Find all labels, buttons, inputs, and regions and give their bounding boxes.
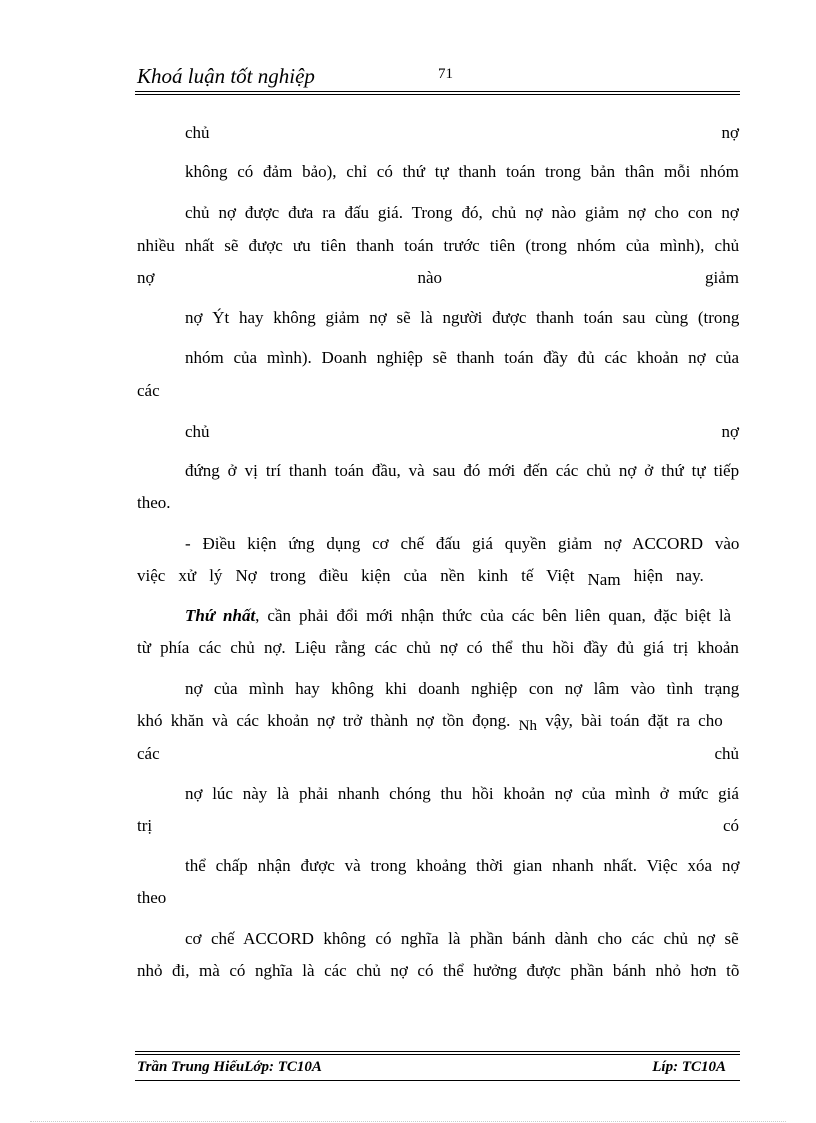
body-line-19: nợ lúc này là phải nhanh chóng thu hồi khoản nợ của mình ở mức giá: [185, 784, 739, 803]
body-line-12: - Điều kiện ứng dụng cơ chế đấu giá quyền giảm nợ ACCORD vào: [185, 534, 740, 553]
body-line-2: không có đảm bảo), chỉ có thứ tự thanh toán trong bản thân mỗi nhóm: [185, 162, 739, 181]
word: nào: [417, 268, 443, 287]
body-line-13: [137, 565, 704, 587]
body-line-10: đứng ở vị trí thanh toán đầu, và sau đó mới đến các chủ nợ ở thứ tự tiếp: [185, 461, 740, 480]
text-part: khó khăn và các khoản nợ trở thành nợ tồn đọng.: [137, 711, 511, 730]
text-part: Nh: [518, 718, 537, 734]
body-line-14: [185, 605, 731, 627]
body-line-18: [137, 743, 739, 765]
text-part: hiện nay.: [633, 566, 704, 585]
footer-author: Trần Trung HiếuLớp: TC10A: [137, 1059, 322, 1075]
body-line-9: [185, 421, 739, 443]
emphasis: Thứ nhất: [185, 606, 256, 625]
body-line-5: [137, 267, 739, 289]
body-line-6: nợ Ýt hay không giảm nợ sẽ là người được thanh toán sau cùng (trong: [185, 308, 740, 327]
text-part: vậy, bài toán đặt ra cho: [545, 711, 723, 730]
body-line-17: [137, 710, 723, 733]
header-title: Khoá luận tốt nghiệp: [137, 64, 315, 88]
body-line-23: cơ chế ACCORD không có nghĩa là phần bánh dành cho các chủ nợ sẽ: [185, 929, 739, 948]
word: trị: [137, 816, 153, 835]
footer-rule-bottom: [135, 1054, 740, 1055]
text-part: , cần phải đổi mới nhận thức của các bên liên quan, đặc biệt là: [255, 606, 732, 625]
body-line-1: [185, 122, 739, 144]
word: các: [137, 744, 160, 763]
footer-class: Líp: TC10A: [652, 1059, 726, 1075]
body-line-8: các: [137, 381, 160, 400]
page-edge: [30, 1121, 786, 1122]
header-rule-bottom: [135, 94, 740, 95]
footer-rule-lower: [135, 1080, 740, 1081]
body-line-22: theo: [137, 888, 167, 907]
body-line-20: [137, 815, 739, 837]
body-line-7: nhóm của mình). Doanh nghiệp sẽ thanh toán đầy đủ các khoản nợ của: [185, 348, 740, 367]
word: chủ: [185, 422, 210, 441]
text-part: việc xử lý Nợ trong điều kiện của nền kinh tế Việt: [137, 566, 575, 585]
body-line-15: từ phía các chủ nợ. Liệu rằng các chủ nợ có thể thu hồi đầy đủ giá trị khoản: [137, 638, 739, 657]
body-line-16: nợ của mình hay không khi doanh nghiệp con nợ lâm vào tình trạng: [185, 679, 740, 698]
header-rule-top: [135, 91, 740, 92]
body-line-11: theo.: [137, 493, 171, 512]
body-line-3: chủ nợ được đưa ra đấu giá. Trong đó, chủ nợ nào giảm nợ cho con nợ: [185, 203, 739, 222]
word: nợ: [721, 422, 739, 441]
page-number: 71: [438, 66, 453, 82]
body-line-4: nhiều nhất sẽ được ưu tiên thanh toán trước tiên (trong nhóm của mình), chủ: [137, 236, 740, 255]
word: có: [722, 816, 739, 835]
text-part: Nam: [587, 570, 621, 589]
body-line-24: nhỏ đi, mà có nghĩa là các chủ nợ có thể hưởng được phần bánh nhỏ hơn tõ: [137, 961, 740, 980]
word: nợ: [137, 268, 155, 287]
footer-rule-top: [135, 1051, 740, 1052]
word: nợ: [721, 123, 739, 142]
word: giảm: [704, 268, 739, 287]
word: chủ: [185, 123, 210, 142]
body-line-21: thể chấp nhận được và trong khoảng thời gian nhanh nhất. Việc xóa nợ: [185, 856, 740, 875]
word: chủ: [714, 744, 739, 763]
